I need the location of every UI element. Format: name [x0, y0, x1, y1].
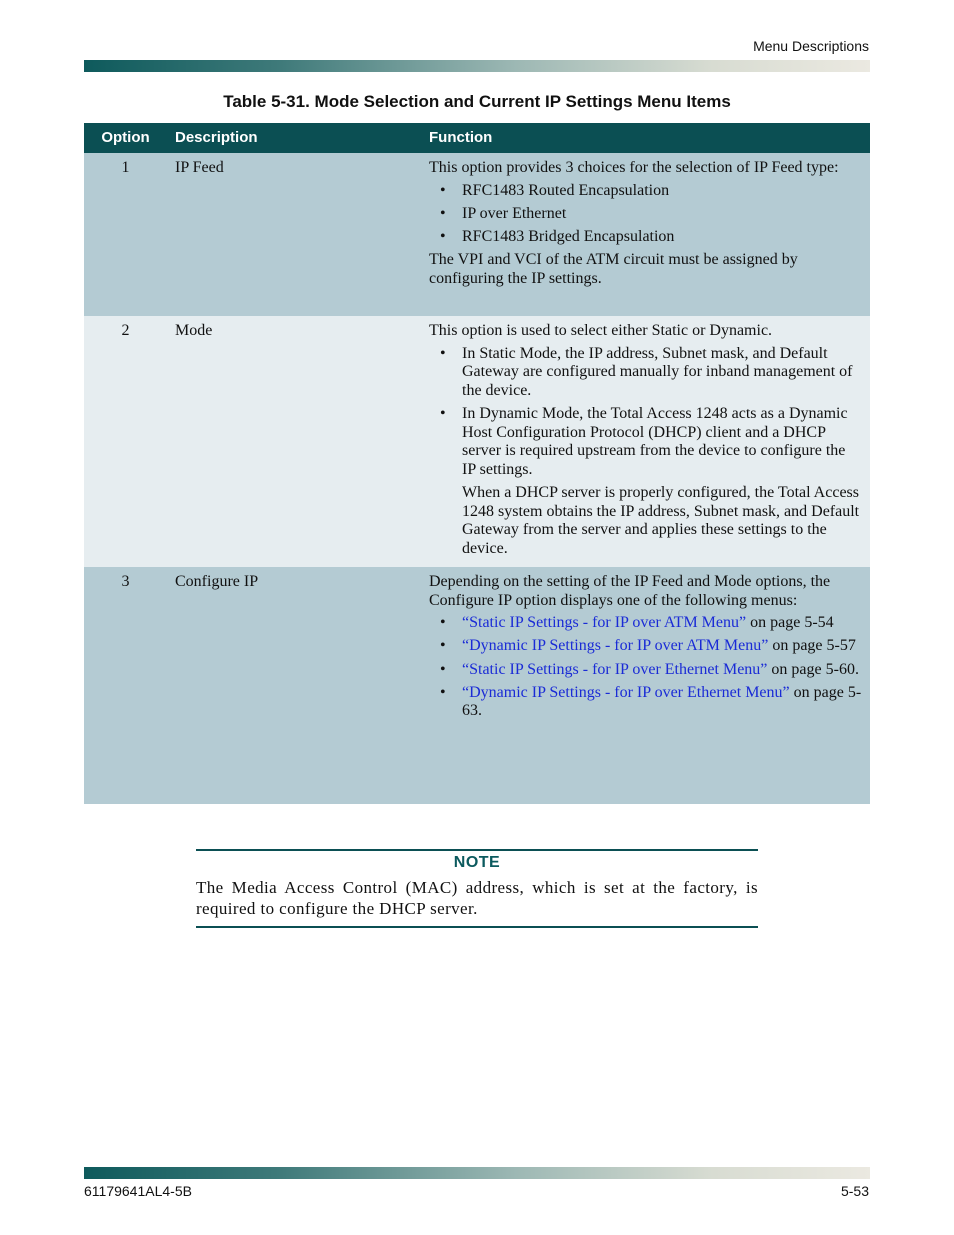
list-item: • RFC1483 Bridged Encapsulation: [462, 228, 862, 247]
description-cell: Configure IP: [167, 567, 421, 804]
page-number: 5-53: [840, 1183, 869, 1199]
option-cell: 2: [84, 316, 167, 567]
list-item: • RFC1483 Routed Encapsulation: [462, 182, 862, 201]
footer-rule: [84, 1167, 870, 1179]
list-item: [462, 614, 862, 633]
menu-link-list: [429, 614, 862, 721]
option-cell: 1: [84, 153, 167, 316]
function-cell: [421, 567, 870, 804]
table-row: [84, 316, 870, 567]
dhcp-paragraph: When a DHCP server is properly configured, the Total Access 1248 system obtains the IP address, Subnet mask, and Default Gateway from the server and applies these settings to the device.: [462, 483, 860, 557]
list-item: • In Static Mode, the IP address, Subnet mask, and Default Gateway are configured manually for inband management of the device.: [462, 345, 862, 401]
table-row: [84, 567, 870, 804]
note-body: The Media Access Control (MAC) address, which is set at the factory, is required to configure the DHCP server.: [196, 878, 758, 918]
option-cell: 3: [84, 567, 167, 804]
dynamic-ip-ethernet-link[interactable]: “Dynamic IP Settings - for IP over Ethernet Menu”: [462, 683, 790, 701]
description-cell: Mode: [167, 316, 421, 567]
list-item: [462, 637, 862, 656]
column-header-function: Function: [421, 123, 870, 153]
function-outro: The VPI and VCI of the ATM circuit must be assigned by configuring the IP settings.: [429, 251, 798, 287]
list-item: • In Dynamic Mode, the Total Access 1248 acts as a Dynamic Host Configuration Protocol (DHCP) client and a DHCP server is required upstream from the device to configure the IP settings.: [462, 405, 862, 479]
function-cell: [421, 316, 870, 567]
static-ip-atm-link[interactable]: “Static IP Settings - for IP over ATM Menu”: [462, 614, 747, 632]
column-header-description: Description: [167, 123, 421, 153]
list-item: [462, 661, 862, 680]
page-reference: on page 5-60.: [767, 660, 859, 678]
function-intro: This option is used to select either Static or Dynamic.: [429, 322, 773, 339]
table-title: Table 5-31. Mode Selection and Current IP Settings Menu Items: [223, 92, 731, 111]
header-rule: [84, 60, 870, 72]
table-row: [84, 153, 870, 316]
function-cell: [421, 153, 870, 316]
note-title: NOTE: [453, 854, 501, 871]
function-intro: Depending on the setting of the IP Feed and Mode options, the Configure IP option displays one of the following menus:: [429, 573, 831, 609]
dynamic-ip-atm-link[interactable]: “Dynamic IP Settings - for IP over ATM Menu”: [462, 637, 769, 655]
page-reference: on page 5-63.: [462, 683, 862, 720]
menu-items-table: [84, 123, 870, 804]
bullet-list: [429, 182, 862, 247]
column-header-option: Option: [84, 123, 167, 153]
function-intro: This option provides 3 choices for the selection of IP Feed type:: [429, 159, 839, 176]
note-box: [196, 849, 758, 928]
description-cell: IP Feed: [167, 153, 421, 316]
list-item: • IP over Ethernet: [462, 205, 862, 224]
document-number: 61179641AL4-5B: [84, 1183, 192, 1199]
static-ip-ethernet-link[interactable]: “Static IP Settings - for IP over Ethernet Menu”: [462, 660, 768, 678]
page-reference: on page 5-57: [768, 637, 856, 655]
list-item: [462, 684, 862, 721]
running-header: Menu Descriptions: [753, 38, 869, 54]
page-reference: on page 5-54: [746, 614, 834, 632]
table-header-row: [84, 123, 870, 153]
bullet-list: [429, 345, 862, 480]
